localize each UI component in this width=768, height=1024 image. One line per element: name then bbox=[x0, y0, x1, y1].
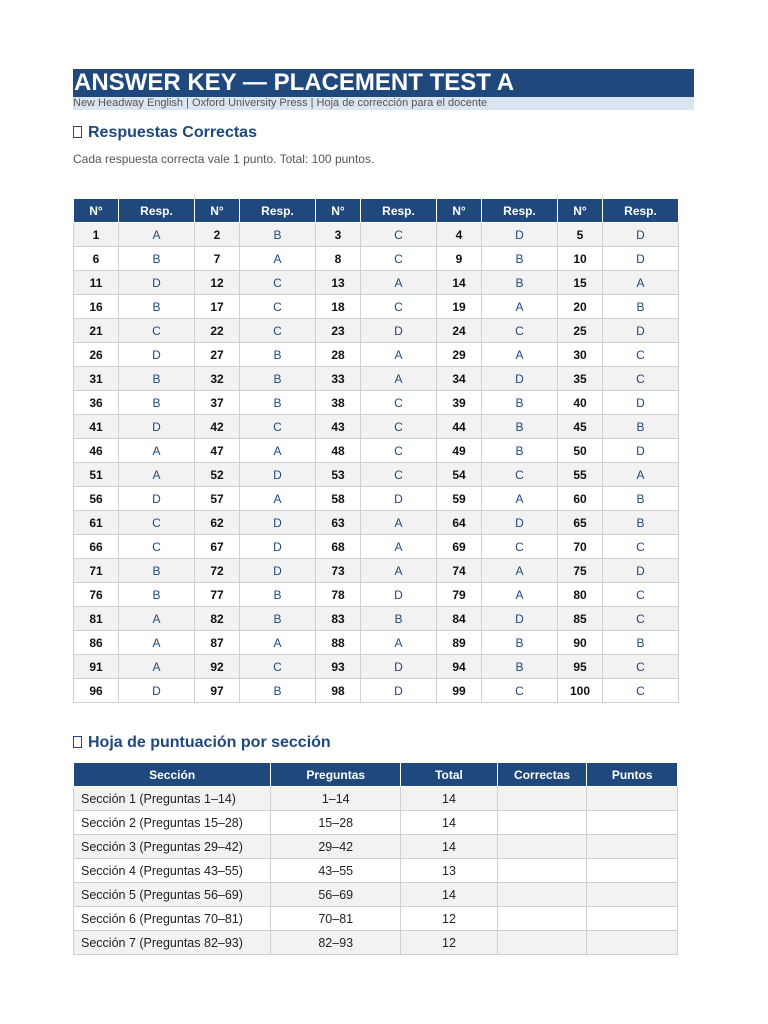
points-field bbox=[587, 931, 678, 955]
question-number: 16 bbox=[74, 295, 119, 319]
correct-answer: C bbox=[119, 511, 195, 535]
points-field bbox=[587, 907, 678, 931]
correct-answer: D bbox=[119, 271, 195, 295]
correct-answer: C bbox=[603, 535, 679, 559]
question-number: 34 bbox=[437, 367, 482, 391]
answers-heading-text: Respuestas Correctas bbox=[88, 124, 257, 141]
question-number: 82 bbox=[195, 607, 240, 631]
question-number: 24 bbox=[437, 319, 482, 343]
question-number: 93 bbox=[316, 655, 361, 679]
section-name: Sección 4 (Preguntas 43–55) bbox=[74, 859, 271, 883]
question-number: 9 bbox=[437, 247, 482, 271]
correct-answer: C bbox=[482, 535, 558, 559]
correct-answer: C bbox=[361, 439, 437, 463]
table-row bbox=[74, 883, 678, 907]
correct-answer: D bbox=[119, 487, 195, 511]
question-number: 25 bbox=[558, 319, 603, 343]
question-number: 70 bbox=[558, 535, 603, 559]
question-number: 5 bbox=[558, 223, 603, 247]
correct-answer: B bbox=[603, 487, 679, 511]
table-row bbox=[74, 367, 679, 391]
question-number: 33 bbox=[316, 367, 361, 391]
question-number: 66 bbox=[74, 535, 119, 559]
correct-answer: A bbox=[603, 463, 679, 487]
score-heading bbox=[73, 733, 331, 753]
correct-answer: A bbox=[361, 367, 437, 391]
correct-answer: B bbox=[603, 631, 679, 655]
scoring-note: Cada respuesta correcta vale 1 punto. Total: 100 puntos. bbox=[73, 152, 375, 166]
correct-answer: A bbox=[240, 631, 316, 655]
correct-answer: D bbox=[119, 343, 195, 367]
question-number: 99 bbox=[437, 679, 482, 703]
correct-answer: C bbox=[482, 319, 558, 343]
question-number: 62 bbox=[195, 511, 240, 535]
question-number: 90 bbox=[558, 631, 603, 655]
question-number: 98 bbox=[316, 679, 361, 703]
question-number: 79 bbox=[437, 583, 482, 607]
correct-answer: B bbox=[482, 631, 558, 655]
correct-answer: C bbox=[240, 415, 316, 439]
question-range: 29–42 bbox=[271, 835, 401, 859]
correct-count-field bbox=[497, 883, 587, 907]
correct-answer: B bbox=[240, 391, 316, 415]
question-number: 76 bbox=[74, 583, 119, 607]
question-number: 31 bbox=[74, 367, 119, 391]
question-number: 46 bbox=[74, 439, 119, 463]
score-table-header bbox=[74, 763, 678, 787]
correct-answer: D bbox=[240, 463, 316, 487]
correct-answer: B bbox=[240, 223, 316, 247]
question-number: 36 bbox=[74, 391, 119, 415]
correct-answer: B bbox=[119, 295, 195, 319]
table-row bbox=[74, 511, 679, 535]
question-number: 11 bbox=[74, 271, 119, 295]
section-name: Sección 3 (Preguntas 29–42) bbox=[74, 835, 271, 859]
question-number: 72 bbox=[195, 559, 240, 583]
table-row bbox=[74, 631, 679, 655]
question-number: 7 bbox=[195, 247, 240, 271]
table-row bbox=[74, 655, 679, 679]
question-number: 56 bbox=[74, 487, 119, 511]
column-header-number: N° bbox=[74, 199, 119, 223]
correct-answer: D bbox=[240, 559, 316, 583]
question-total: 14 bbox=[401, 787, 498, 811]
correct-answer: C bbox=[603, 343, 679, 367]
answer-key-table bbox=[73, 198, 679, 703]
correct-answer: A bbox=[119, 631, 195, 655]
correct-answer: D bbox=[119, 415, 195, 439]
correct-answer: B bbox=[119, 247, 195, 271]
question-total: 13 bbox=[401, 859, 498, 883]
correct-answer: A bbox=[482, 295, 558, 319]
correct-answer: B bbox=[240, 583, 316, 607]
correct-answer: A bbox=[240, 247, 316, 271]
question-number: 77 bbox=[195, 583, 240, 607]
question-number: 38 bbox=[316, 391, 361, 415]
checkbox-square-icon bbox=[73, 736, 82, 748]
correct-answer: C bbox=[603, 655, 679, 679]
answers-heading bbox=[73, 123, 257, 143]
question-number: 6 bbox=[74, 247, 119, 271]
question-number: 59 bbox=[437, 487, 482, 511]
question-number: 91 bbox=[74, 655, 119, 679]
section-name: Sección 6 (Preguntas 70–81) bbox=[74, 907, 271, 931]
correct-answer: A bbox=[119, 607, 195, 631]
question-range: 70–81 bbox=[271, 907, 401, 931]
correct-answer: A bbox=[361, 271, 437, 295]
table-row bbox=[74, 295, 679, 319]
table-row bbox=[74, 787, 678, 811]
correct-answer: A bbox=[361, 343, 437, 367]
question-number: 18 bbox=[316, 295, 361, 319]
table-row bbox=[74, 583, 679, 607]
column-header-number: N° bbox=[195, 199, 240, 223]
question-number: 75 bbox=[558, 559, 603, 583]
table-row bbox=[74, 391, 679, 415]
section-name: Sección 7 (Preguntas 82–93) bbox=[74, 931, 271, 955]
points-field bbox=[587, 883, 678, 907]
question-number: 19 bbox=[437, 295, 482, 319]
points-field bbox=[587, 835, 678, 859]
table-row bbox=[74, 607, 679, 631]
question-number: 2 bbox=[195, 223, 240, 247]
table-row bbox=[74, 859, 678, 883]
question-number: 43 bbox=[316, 415, 361, 439]
correct-answer: D bbox=[119, 679, 195, 703]
question-number: 35 bbox=[558, 367, 603, 391]
correct-answer: B bbox=[603, 295, 679, 319]
table-row bbox=[74, 223, 679, 247]
column-header-response: Resp. bbox=[119, 199, 195, 223]
correct-count-field bbox=[497, 835, 587, 859]
question-number: 67 bbox=[195, 535, 240, 559]
correct-count-field bbox=[497, 787, 587, 811]
score-column-header: Preguntas bbox=[271, 763, 401, 787]
column-header-response: Resp. bbox=[603, 199, 679, 223]
correct-answer: C bbox=[361, 247, 437, 271]
table-row bbox=[74, 343, 679, 367]
correct-answer: D bbox=[603, 247, 679, 271]
correct-answer: D bbox=[240, 511, 316, 535]
question-range: 1–14 bbox=[271, 787, 401, 811]
correct-answer: A bbox=[482, 343, 558, 367]
correct-answer: B bbox=[119, 391, 195, 415]
section-name: Sección 1 (Preguntas 1–14) bbox=[74, 787, 271, 811]
points-field bbox=[587, 811, 678, 835]
question-number: 96 bbox=[74, 679, 119, 703]
correct-answer: B bbox=[240, 367, 316, 391]
question-number: 85 bbox=[558, 607, 603, 631]
column-header-number: N° bbox=[437, 199, 482, 223]
correct-answer: A bbox=[361, 535, 437, 559]
question-number: 65 bbox=[558, 511, 603, 535]
question-number: 40 bbox=[558, 391, 603, 415]
question-number: 47 bbox=[195, 439, 240, 463]
question-number: 73 bbox=[316, 559, 361, 583]
correct-answer: B bbox=[482, 439, 558, 463]
question-number: 89 bbox=[437, 631, 482, 655]
correct-answer: D bbox=[482, 367, 558, 391]
column-header-number: N° bbox=[316, 199, 361, 223]
question-number: 86 bbox=[74, 631, 119, 655]
correct-answer: A bbox=[482, 583, 558, 607]
column-header-response: Resp. bbox=[240, 199, 316, 223]
question-number: 14 bbox=[437, 271, 482, 295]
checkbox-square-icon bbox=[73, 126, 82, 138]
correct-answer: C bbox=[240, 655, 316, 679]
correct-answer: C bbox=[482, 679, 558, 703]
correct-answer: D bbox=[482, 607, 558, 631]
correct-answer: B bbox=[482, 391, 558, 415]
question-number: 54 bbox=[437, 463, 482, 487]
question-number: 69 bbox=[437, 535, 482, 559]
question-number: 17 bbox=[195, 295, 240, 319]
table-row bbox=[74, 907, 678, 931]
question-total: 14 bbox=[401, 883, 498, 907]
correct-answer: A bbox=[603, 271, 679, 295]
question-number: 52 bbox=[195, 463, 240, 487]
correct-answer: C bbox=[361, 391, 437, 415]
question-number: 97 bbox=[195, 679, 240, 703]
correct-answer: C bbox=[603, 367, 679, 391]
question-number: 27 bbox=[195, 343, 240, 367]
correct-answer: A bbox=[240, 487, 316, 511]
correct-answer: A bbox=[361, 559, 437, 583]
question-number: 50 bbox=[558, 439, 603, 463]
section-name: Sección 2 (Preguntas 15–28) bbox=[74, 811, 271, 835]
question-number: 81 bbox=[74, 607, 119, 631]
correct-answer: D bbox=[603, 439, 679, 463]
question-number: 12 bbox=[195, 271, 240, 295]
points-field bbox=[587, 859, 678, 883]
table-row bbox=[74, 463, 679, 487]
section-name: Sección 5 (Preguntas 56–69) bbox=[74, 883, 271, 907]
question-number: 49 bbox=[437, 439, 482, 463]
correct-answer: C bbox=[361, 223, 437, 247]
correct-answer: B bbox=[482, 247, 558, 271]
table-row bbox=[74, 931, 678, 955]
correct-answer: B bbox=[240, 343, 316, 367]
question-number: 95 bbox=[558, 655, 603, 679]
question-number: 83 bbox=[316, 607, 361, 631]
table-row bbox=[74, 811, 678, 835]
correct-answer: A bbox=[240, 439, 316, 463]
question-number: 37 bbox=[195, 391, 240, 415]
question-number: 39 bbox=[437, 391, 482, 415]
correct-answer: B bbox=[603, 511, 679, 535]
correct-answer: C bbox=[361, 295, 437, 319]
question-number: 55 bbox=[558, 463, 603, 487]
question-number: 92 bbox=[195, 655, 240, 679]
question-number: 13 bbox=[316, 271, 361, 295]
correct-answer: C bbox=[482, 463, 558, 487]
question-number: 57 bbox=[195, 487, 240, 511]
question-number: 23 bbox=[316, 319, 361, 343]
score-heading-text: Hoja de puntuación por sección bbox=[88, 734, 331, 751]
table-row bbox=[74, 487, 679, 511]
correct-answer: C bbox=[119, 535, 195, 559]
correct-answer: C bbox=[240, 295, 316, 319]
question-number: 41 bbox=[74, 415, 119, 439]
table-row bbox=[74, 835, 678, 859]
question-number: 94 bbox=[437, 655, 482, 679]
table-row bbox=[74, 415, 679, 439]
correct-answer: C bbox=[119, 319, 195, 343]
column-header-response: Resp. bbox=[361, 199, 437, 223]
correct-count-field bbox=[497, 931, 587, 955]
question-number: 30 bbox=[558, 343, 603, 367]
question-number: 8 bbox=[316, 247, 361, 271]
question-number: 61 bbox=[74, 511, 119, 535]
correct-answer: B bbox=[482, 271, 558, 295]
column-header-number: N° bbox=[558, 199, 603, 223]
question-number: 20 bbox=[558, 295, 603, 319]
question-number: 32 bbox=[195, 367, 240, 391]
score-column-header: Puntos bbox=[587, 763, 678, 787]
correct-count-field bbox=[497, 859, 587, 883]
question-total: 12 bbox=[401, 907, 498, 931]
correct-answer: C bbox=[361, 415, 437, 439]
question-number: 45 bbox=[558, 415, 603, 439]
correct-answer: A bbox=[361, 631, 437, 655]
correct-answer: D bbox=[603, 559, 679, 583]
points-field bbox=[587, 787, 678, 811]
question-total: 12 bbox=[401, 931, 498, 955]
correct-answer: A bbox=[119, 439, 195, 463]
correct-answer: D bbox=[361, 319, 437, 343]
correct-answer: A bbox=[119, 223, 195, 247]
question-number: 10 bbox=[558, 247, 603, 271]
question-number: 44 bbox=[437, 415, 482, 439]
correct-answer: C bbox=[361, 463, 437, 487]
question-total: 14 bbox=[401, 811, 498, 835]
question-number: 29 bbox=[437, 343, 482, 367]
question-number: 26 bbox=[74, 343, 119, 367]
correct-answer: D bbox=[482, 223, 558, 247]
correct-answer: C bbox=[603, 583, 679, 607]
table-row bbox=[74, 247, 679, 271]
question-number: 60 bbox=[558, 487, 603, 511]
correct-answer: D bbox=[361, 679, 437, 703]
question-number: 22 bbox=[195, 319, 240, 343]
question-number: 88 bbox=[316, 631, 361, 655]
question-number: 28 bbox=[316, 343, 361, 367]
correct-answer: B bbox=[361, 607, 437, 631]
question-number: 100 bbox=[558, 679, 603, 703]
question-number: 3 bbox=[316, 223, 361, 247]
question-number: 78 bbox=[316, 583, 361, 607]
correct-count-field bbox=[497, 811, 587, 835]
question-number: 53 bbox=[316, 463, 361, 487]
question-number: 68 bbox=[316, 535, 361, 559]
question-range: 56–69 bbox=[271, 883, 401, 907]
score-column-header: Sección bbox=[74, 763, 271, 787]
table-row bbox=[74, 559, 679, 583]
correct-answer: D bbox=[361, 583, 437, 607]
correct-answer: B bbox=[482, 655, 558, 679]
correct-count-field bbox=[497, 907, 587, 931]
correct-answer: C bbox=[603, 607, 679, 631]
correct-answer: B bbox=[240, 607, 316, 631]
question-number: 64 bbox=[437, 511, 482, 535]
question-number: 84 bbox=[437, 607, 482, 631]
correct-answer: C bbox=[240, 319, 316, 343]
correct-answer: A bbox=[482, 559, 558, 583]
table-row bbox=[74, 535, 679, 559]
correct-answer: A bbox=[361, 511, 437, 535]
question-number: 15 bbox=[558, 271, 603, 295]
question-number: 48 bbox=[316, 439, 361, 463]
correct-answer: B bbox=[603, 415, 679, 439]
section-score-table bbox=[73, 762, 678, 955]
question-number: 71 bbox=[74, 559, 119, 583]
correct-answer: B bbox=[119, 559, 195, 583]
correct-answer: B bbox=[482, 415, 558, 439]
question-number: 51 bbox=[74, 463, 119, 487]
table-row bbox=[74, 319, 679, 343]
correct-answer: D bbox=[240, 535, 316, 559]
question-range: 15–28 bbox=[271, 811, 401, 835]
correct-answer: B bbox=[119, 583, 195, 607]
correct-answer: D bbox=[603, 319, 679, 343]
page-title: ANSWER KEY — PLACEMENT TEST A bbox=[73, 69, 694, 97]
page-subtitle: New Headway English | Oxford University Press | Hoja de corrección para el docente bbox=[73, 97, 694, 110]
correct-answer: B bbox=[119, 367, 195, 391]
question-range: 43–55 bbox=[271, 859, 401, 883]
correct-answer: D bbox=[603, 223, 679, 247]
table-row bbox=[74, 271, 679, 295]
correct-answer: A bbox=[119, 655, 195, 679]
table-row bbox=[74, 439, 679, 463]
correct-answer: C bbox=[240, 271, 316, 295]
question-number: 4 bbox=[437, 223, 482, 247]
question-number: 21 bbox=[74, 319, 119, 343]
question-number: 74 bbox=[437, 559, 482, 583]
question-number: 1 bbox=[74, 223, 119, 247]
question-number: 63 bbox=[316, 511, 361, 535]
question-number: 87 bbox=[195, 631, 240, 655]
question-number: 58 bbox=[316, 487, 361, 511]
question-total: 14 bbox=[401, 835, 498, 859]
correct-answer: D bbox=[482, 511, 558, 535]
score-column-header: Total bbox=[401, 763, 498, 787]
correct-answer: D bbox=[361, 487, 437, 511]
score-column-header: Correctas bbox=[497, 763, 587, 787]
question-number: 80 bbox=[558, 583, 603, 607]
correct-answer: D bbox=[361, 655, 437, 679]
correct-answer: B bbox=[240, 679, 316, 703]
correct-answer: A bbox=[482, 487, 558, 511]
question-number: 42 bbox=[195, 415, 240, 439]
column-header-response: Resp. bbox=[482, 199, 558, 223]
correct-answer: A bbox=[119, 463, 195, 487]
question-range: 82–93 bbox=[271, 931, 401, 955]
table-row bbox=[74, 679, 679, 703]
correct-answer: C bbox=[603, 679, 679, 703]
correct-answer: D bbox=[603, 391, 679, 415]
answer-table-header bbox=[74, 199, 679, 223]
